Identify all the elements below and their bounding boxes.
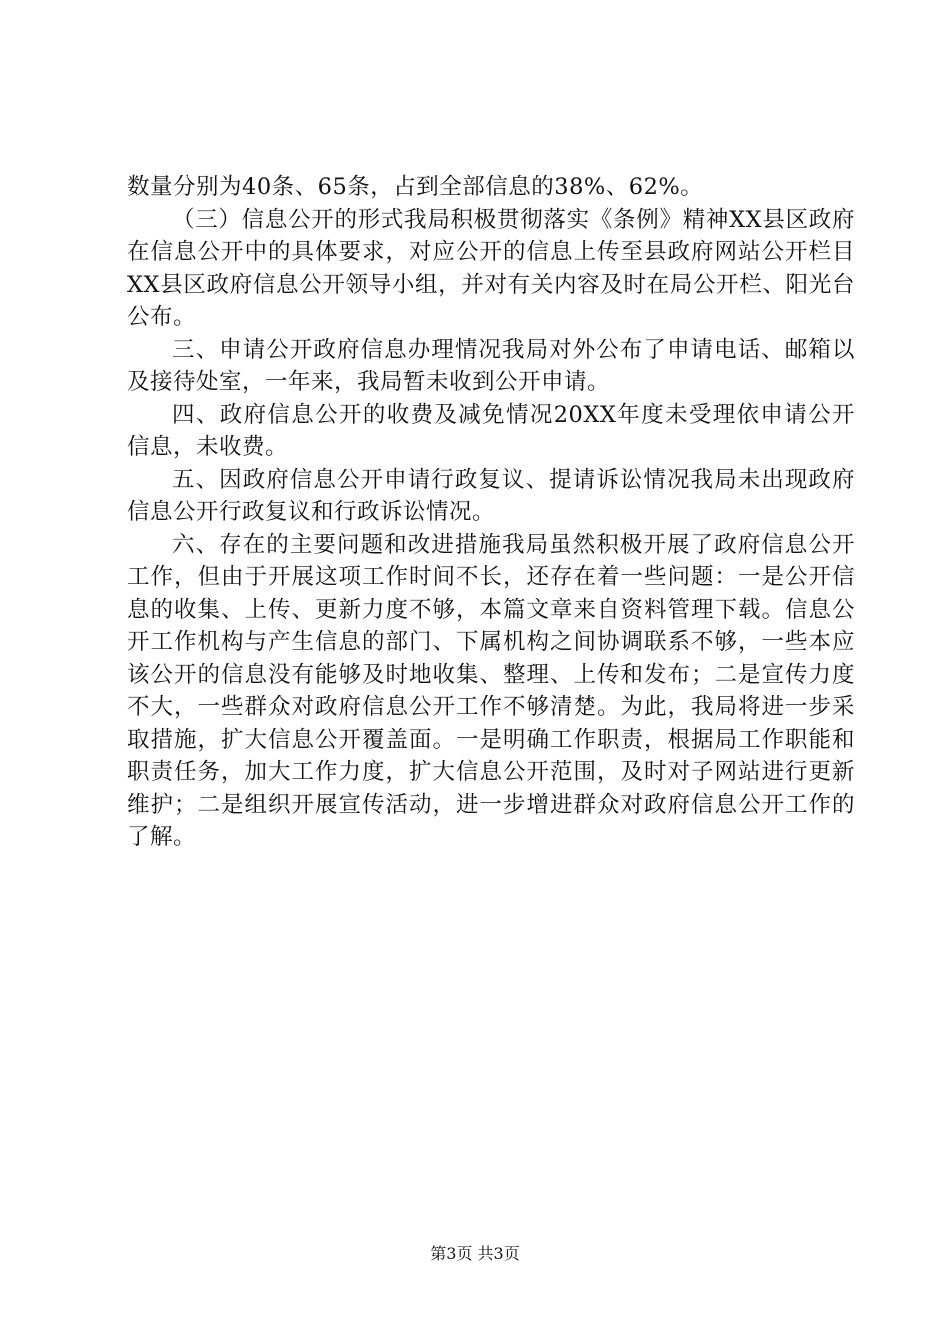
page-footer: 第3页 共3页 (430, 1244, 520, 1263)
paragraph-continuation: 数量分别为40条、65条，占到全部信息的38%、62%。 (127, 174, 704, 200)
document-body (127, 171, 855, 854)
paragraph-problems-and-measures: 六、存在的主要问题和改进措施我局虽然积极开展了政府信息公开工作，但由于开展这项工作时间不长，还存在着一些问题：一是公开信息的收集、上传、更新力度不够，本篇文章来自资料管理下载。信息公开工作机构与产生信息的部门、下属机构之间协调联系不够，一些本应该公开的信息没有能够及时地收集、整理、上传和发布；二是宣传力度不大，一些群众对政府信息公开工作不够清楚。为此，我局将进一步采取措施，扩大信息公开覆盖面。一是明确工作职责，根据局工作职能和职责任务，加大工作力度，扩大信息公开范围，及时对子网站进行更新维护；二是组织开展宣传活动，进一步增进群众对政府信息公开工作的了解。 (127, 531, 855, 850)
paragraph-information-disclosure-form: （三）信息公开的形式我局积极贯彻落实《条例》精神XX县区政府在信息公开中的具体要求，对应公开的信息上传至县政府网站公开栏目XX县区政府信息公开领导小组，并对有关内容及时在局公开栏、阳光台公布。 (127, 206, 855, 330)
paragraph-administrative-review: 五、因政府信息公开申请行政复议、提请诉讼情况我局未出现政府信息公开行政复议和行政诉讼情况。 (127, 466, 855, 525)
paragraph-fees: 四、政府信息公开的收费及减免情况20XX年度未受理依申请公开信息，未收费。 (127, 401, 855, 460)
paragraph-application-handling: 三、申请公开政府信息办理情况我局对外公布了申请电话、邮箱以及接待处室，一年来，我局暂未收到公开申请。 (127, 336, 855, 395)
